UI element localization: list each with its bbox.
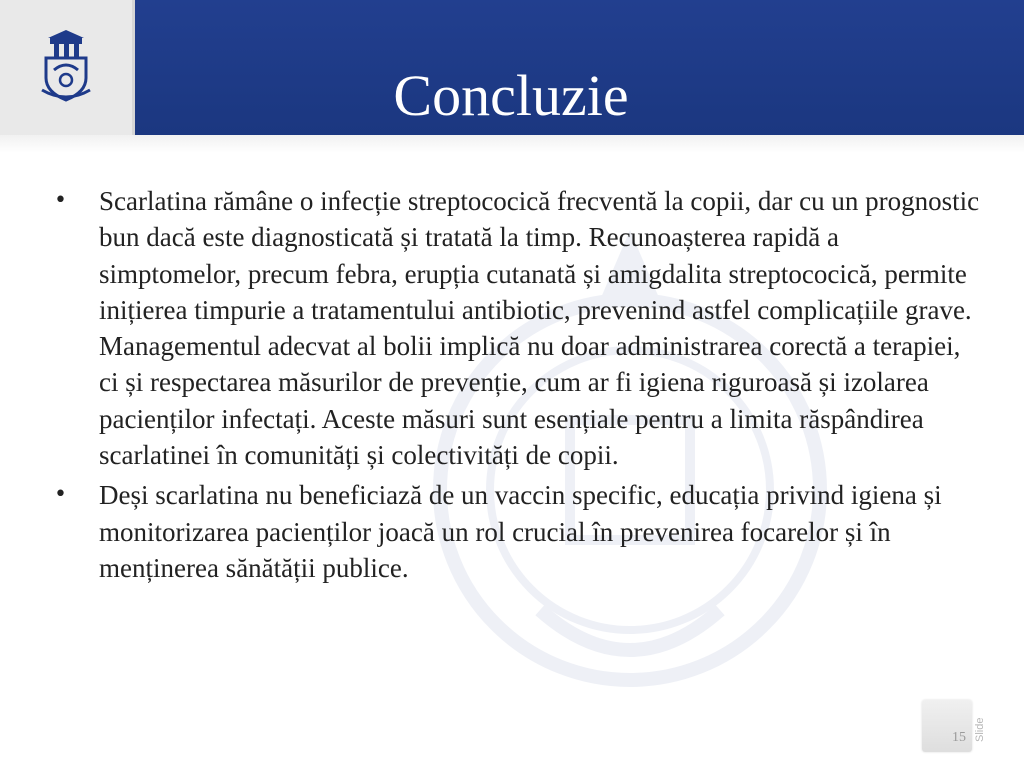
page-number: 15	[952, 730, 966, 745]
header-shade	[0, 135, 1024, 153]
bullet-item	[54, 477, 984, 586]
bullet-text: Scarlatina rămâne o infecție streptococică frecventă la copii, dar cu un prognostic bun dacă este diagnosticată și tratată la timp. Recunoașterea rapidă a simptomelor, precum febra, erupția cutanată și amigdalita streptococică, permite inițierea timpurie a tratamentului antibiotic, prevenind astfel complicațiile grave. Managementul adecvat al bolii implică nu doar administrarea corectă a terapiei, ci și respectarea măsurilor de prevenție, cum ar fi igiena riguroasă și izolarea pacienților infectați. Aceste măsuri sunt esențiale pentru a limita răspândirea scarlatinei în comunități și colectivități de copii.	[99, 186, 980, 471]
bullet-text: Deși scarlatina nu beneficiază de un vaccin specific, educația privind igiena și monitorizarea pacienților joacă un rol crucial în prevenirea focarelor și în menținerea sănătății publice.	[99, 480, 942, 583]
slide-content	[54, 183, 984, 590]
bullet-item	[54, 183, 984, 473]
page-number-box	[922, 700, 972, 752]
slide-title	[0, 62, 1024, 130]
bullet-marker: •	[54, 188, 67, 213]
slide-label: Slide	[974, 717, 986, 742]
bullet-marker: •	[54, 482, 67, 508]
slide-title-text: Concluzie	[393, 63, 629, 128]
